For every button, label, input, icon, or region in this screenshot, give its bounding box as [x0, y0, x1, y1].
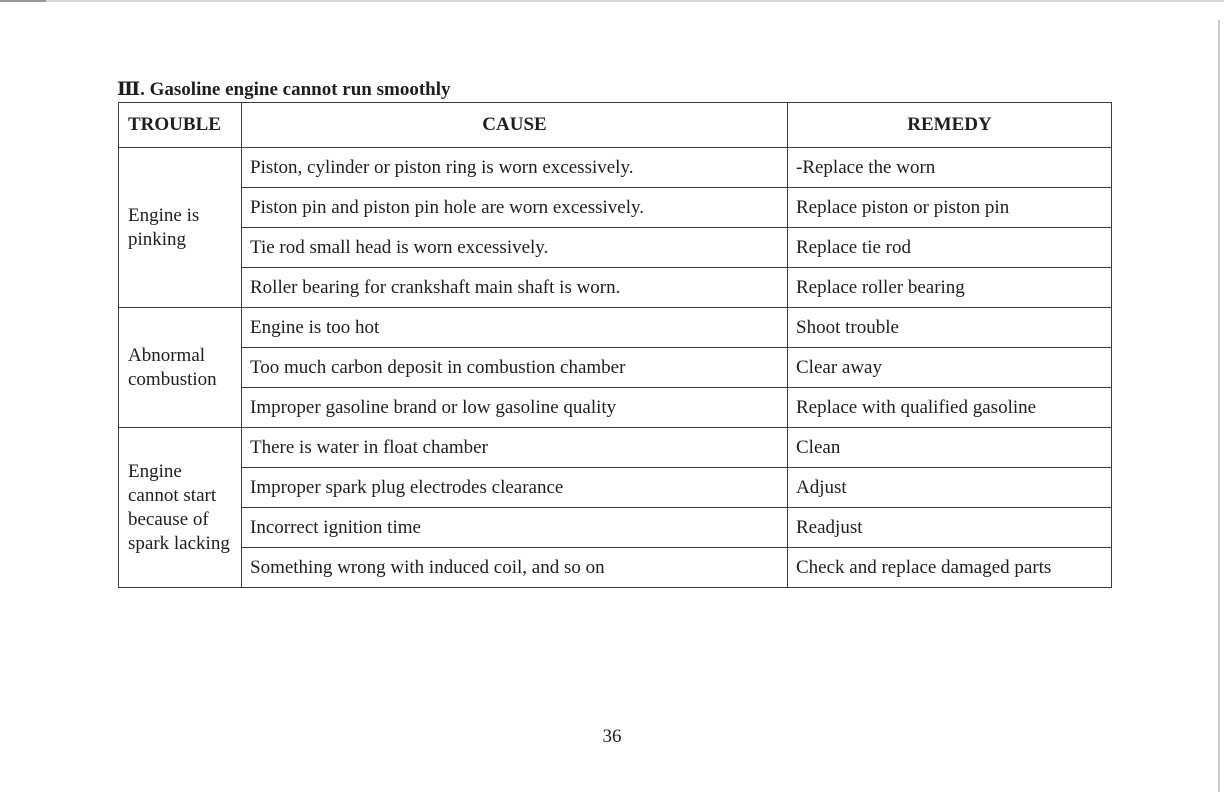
table-row: [119, 428, 1112, 468]
remedy-cell: Adjust: [788, 468, 1112, 508]
remedy-cell: Readjust: [788, 508, 1112, 548]
table-row: [119, 268, 1112, 308]
header-cause: CAUSE: [242, 103, 788, 148]
remedy-cell: -Replace the worn: [788, 148, 1112, 188]
remedy-cell: Shoot trouble: [788, 308, 1112, 348]
remedy-cell: Clean: [788, 428, 1112, 468]
remedy-cell: Replace tie rod: [788, 228, 1112, 268]
table-row: [119, 548, 1112, 588]
table-header-row: [119, 103, 1112, 148]
right-scan-rule: [1218, 20, 1220, 792]
header-remedy: REMEDY: [788, 103, 1112, 148]
trouble-engine-cannot-start: Engine cannot start because of spark lacking: [119, 428, 242, 588]
cause-cell: Improper spark plug electrodes clearance: [242, 468, 788, 508]
remedy-cell: Replace roller bearing: [788, 268, 1112, 308]
table-row: [119, 228, 1112, 268]
cause-cell: There is water in float chamber: [242, 428, 788, 468]
table-row: [119, 388, 1112, 428]
cause-cell: Piston pin and piston pin hole are worn excessively.: [242, 188, 788, 228]
section-title: Ⅲ. Gasoline engine cannot run smoothly: [117, 79, 451, 100]
cause-cell: Engine is too hot: [242, 308, 788, 348]
table-row: [119, 468, 1112, 508]
page-number: 36: [602, 726, 622, 747]
top-scan-rule: [0, 0, 1224, 2]
cause-cell: Roller bearing for crankshaft main shaft is worn.: [242, 268, 788, 308]
trouble-engine-pinking: Engine is pinking: [119, 148, 242, 308]
cause-cell: Something wrong with induced coil, and so on: [242, 548, 788, 588]
table-row: [119, 308, 1112, 348]
table-row: [119, 148, 1112, 188]
cause-cell: Improper gasoline brand or low gasoline quality: [242, 388, 788, 428]
troubleshooting-table: [118, 102, 1112, 588]
remedy-cell: Replace piston or piston pin: [788, 188, 1112, 228]
cause-cell: Too much carbon deposit in combustion chamber: [242, 348, 788, 388]
cause-cell: Incorrect ignition time: [242, 508, 788, 548]
trouble-abnormal-combustion: Abnormal combustion: [119, 308, 242, 428]
table-row: [119, 348, 1112, 388]
remedy-cell: Clear away: [788, 348, 1112, 388]
top-scan-mark: [0, 0, 46, 2]
remedy-cell: Replace with qualified gasoline: [788, 388, 1112, 428]
cause-cell: Tie rod small head is worn excessively.: [242, 228, 788, 268]
table-row: [119, 188, 1112, 228]
header-trouble: TROUBLE: [119, 103, 242, 148]
remedy-cell: Check and replace damaged parts: [788, 548, 1112, 588]
table-row: [119, 508, 1112, 548]
cause-cell: Piston, cylinder or piston ring is worn excessively.: [242, 148, 788, 188]
